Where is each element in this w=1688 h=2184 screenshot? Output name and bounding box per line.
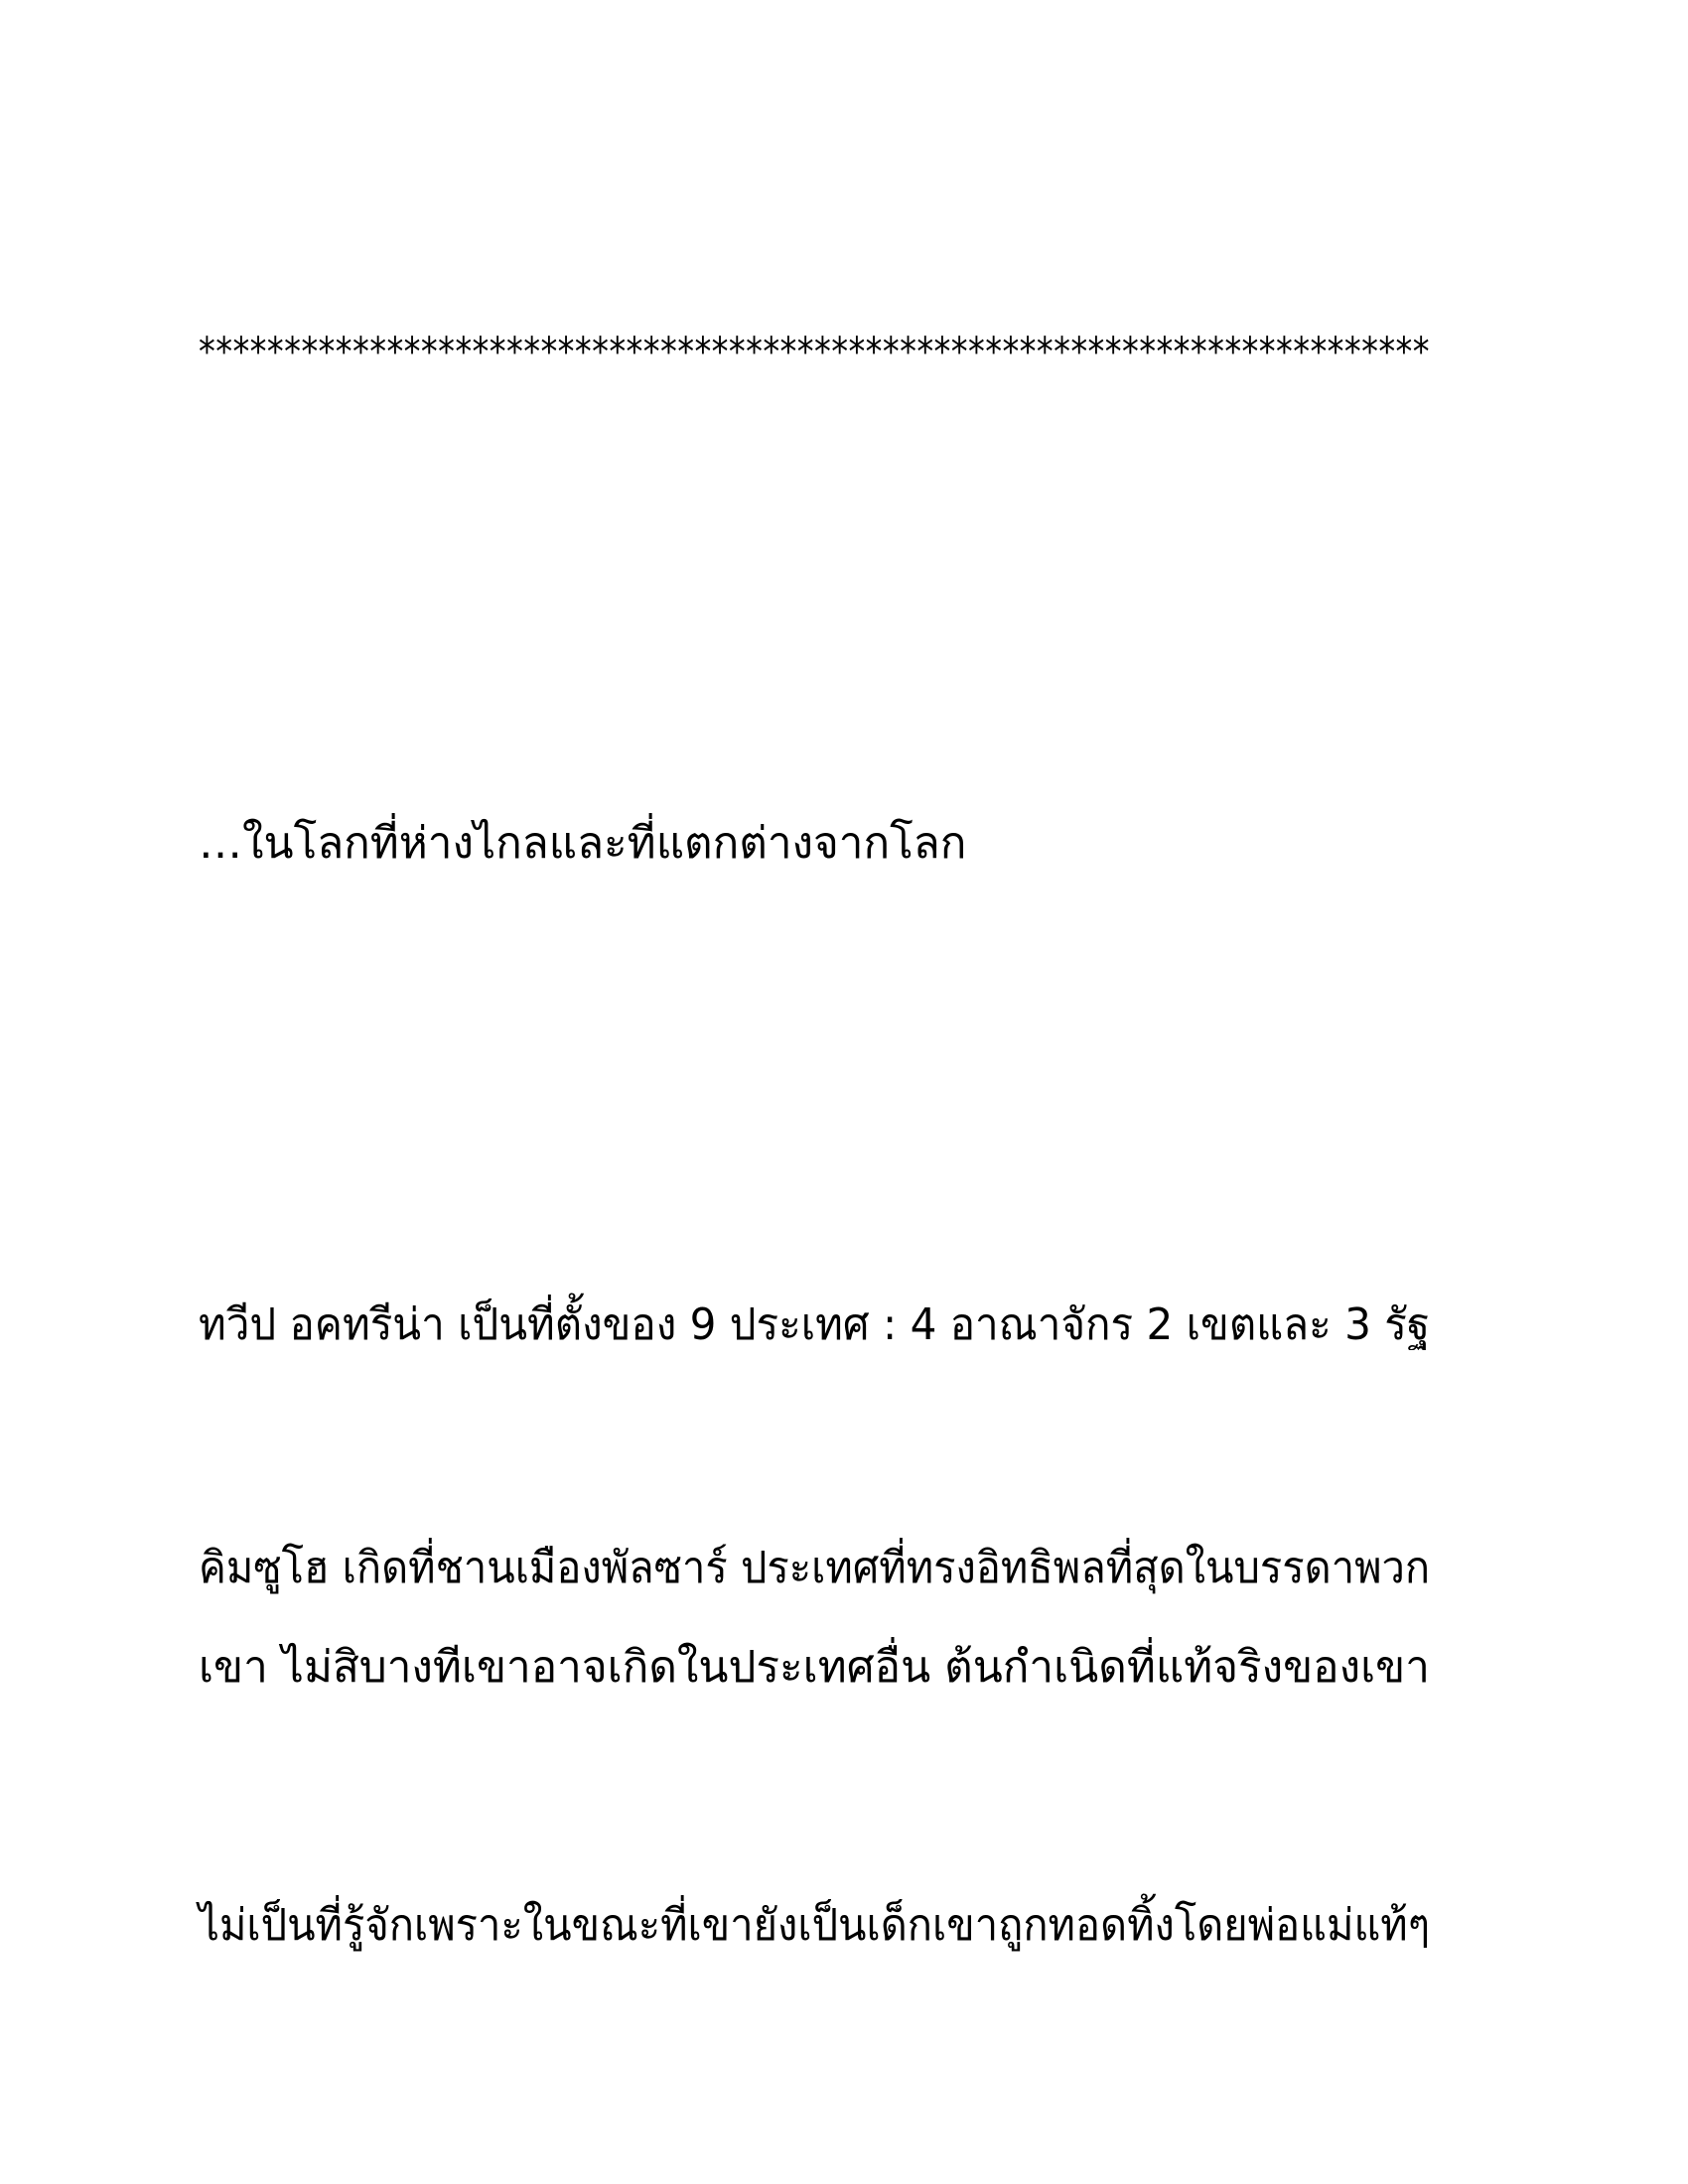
paragraph-line: เขา ไม่สิบางทีเขาอาจเกิดในประเทศอื่น ต้นกำเนิดที่แท้จริงของเขา: [199, 1642, 1430, 1693]
paragraph-line: ไม่เป็นที่รู้จักเพราะในขณะที่เขายังเป็นเด็กเขาถูกทอดทิ้งโดยพ่อแม่แท้ๆ: [199, 1900, 1431, 1951]
paragraph-line: ทวีป อคทรีน่า เป็นที่ตั้งของ 9 ประเทศ : 4 อาณาจักร 2 เขตและ 3 รัฐ: [199, 1299, 1431, 1350]
paragraph-line: …ในโลกที่ห่างไกลและที่แตกต่างจากโลก: [199, 818, 967, 869]
asterisk-separator: ************************************************************************: [199, 330, 1430, 375]
paragraph-line: คิมซูโฮ เกิดที่ชานเมืองพัลซาร์ ประเทศที่ทรงอิทธิพลที่สุดในบรรดาพวก: [199, 1543, 1431, 1593]
